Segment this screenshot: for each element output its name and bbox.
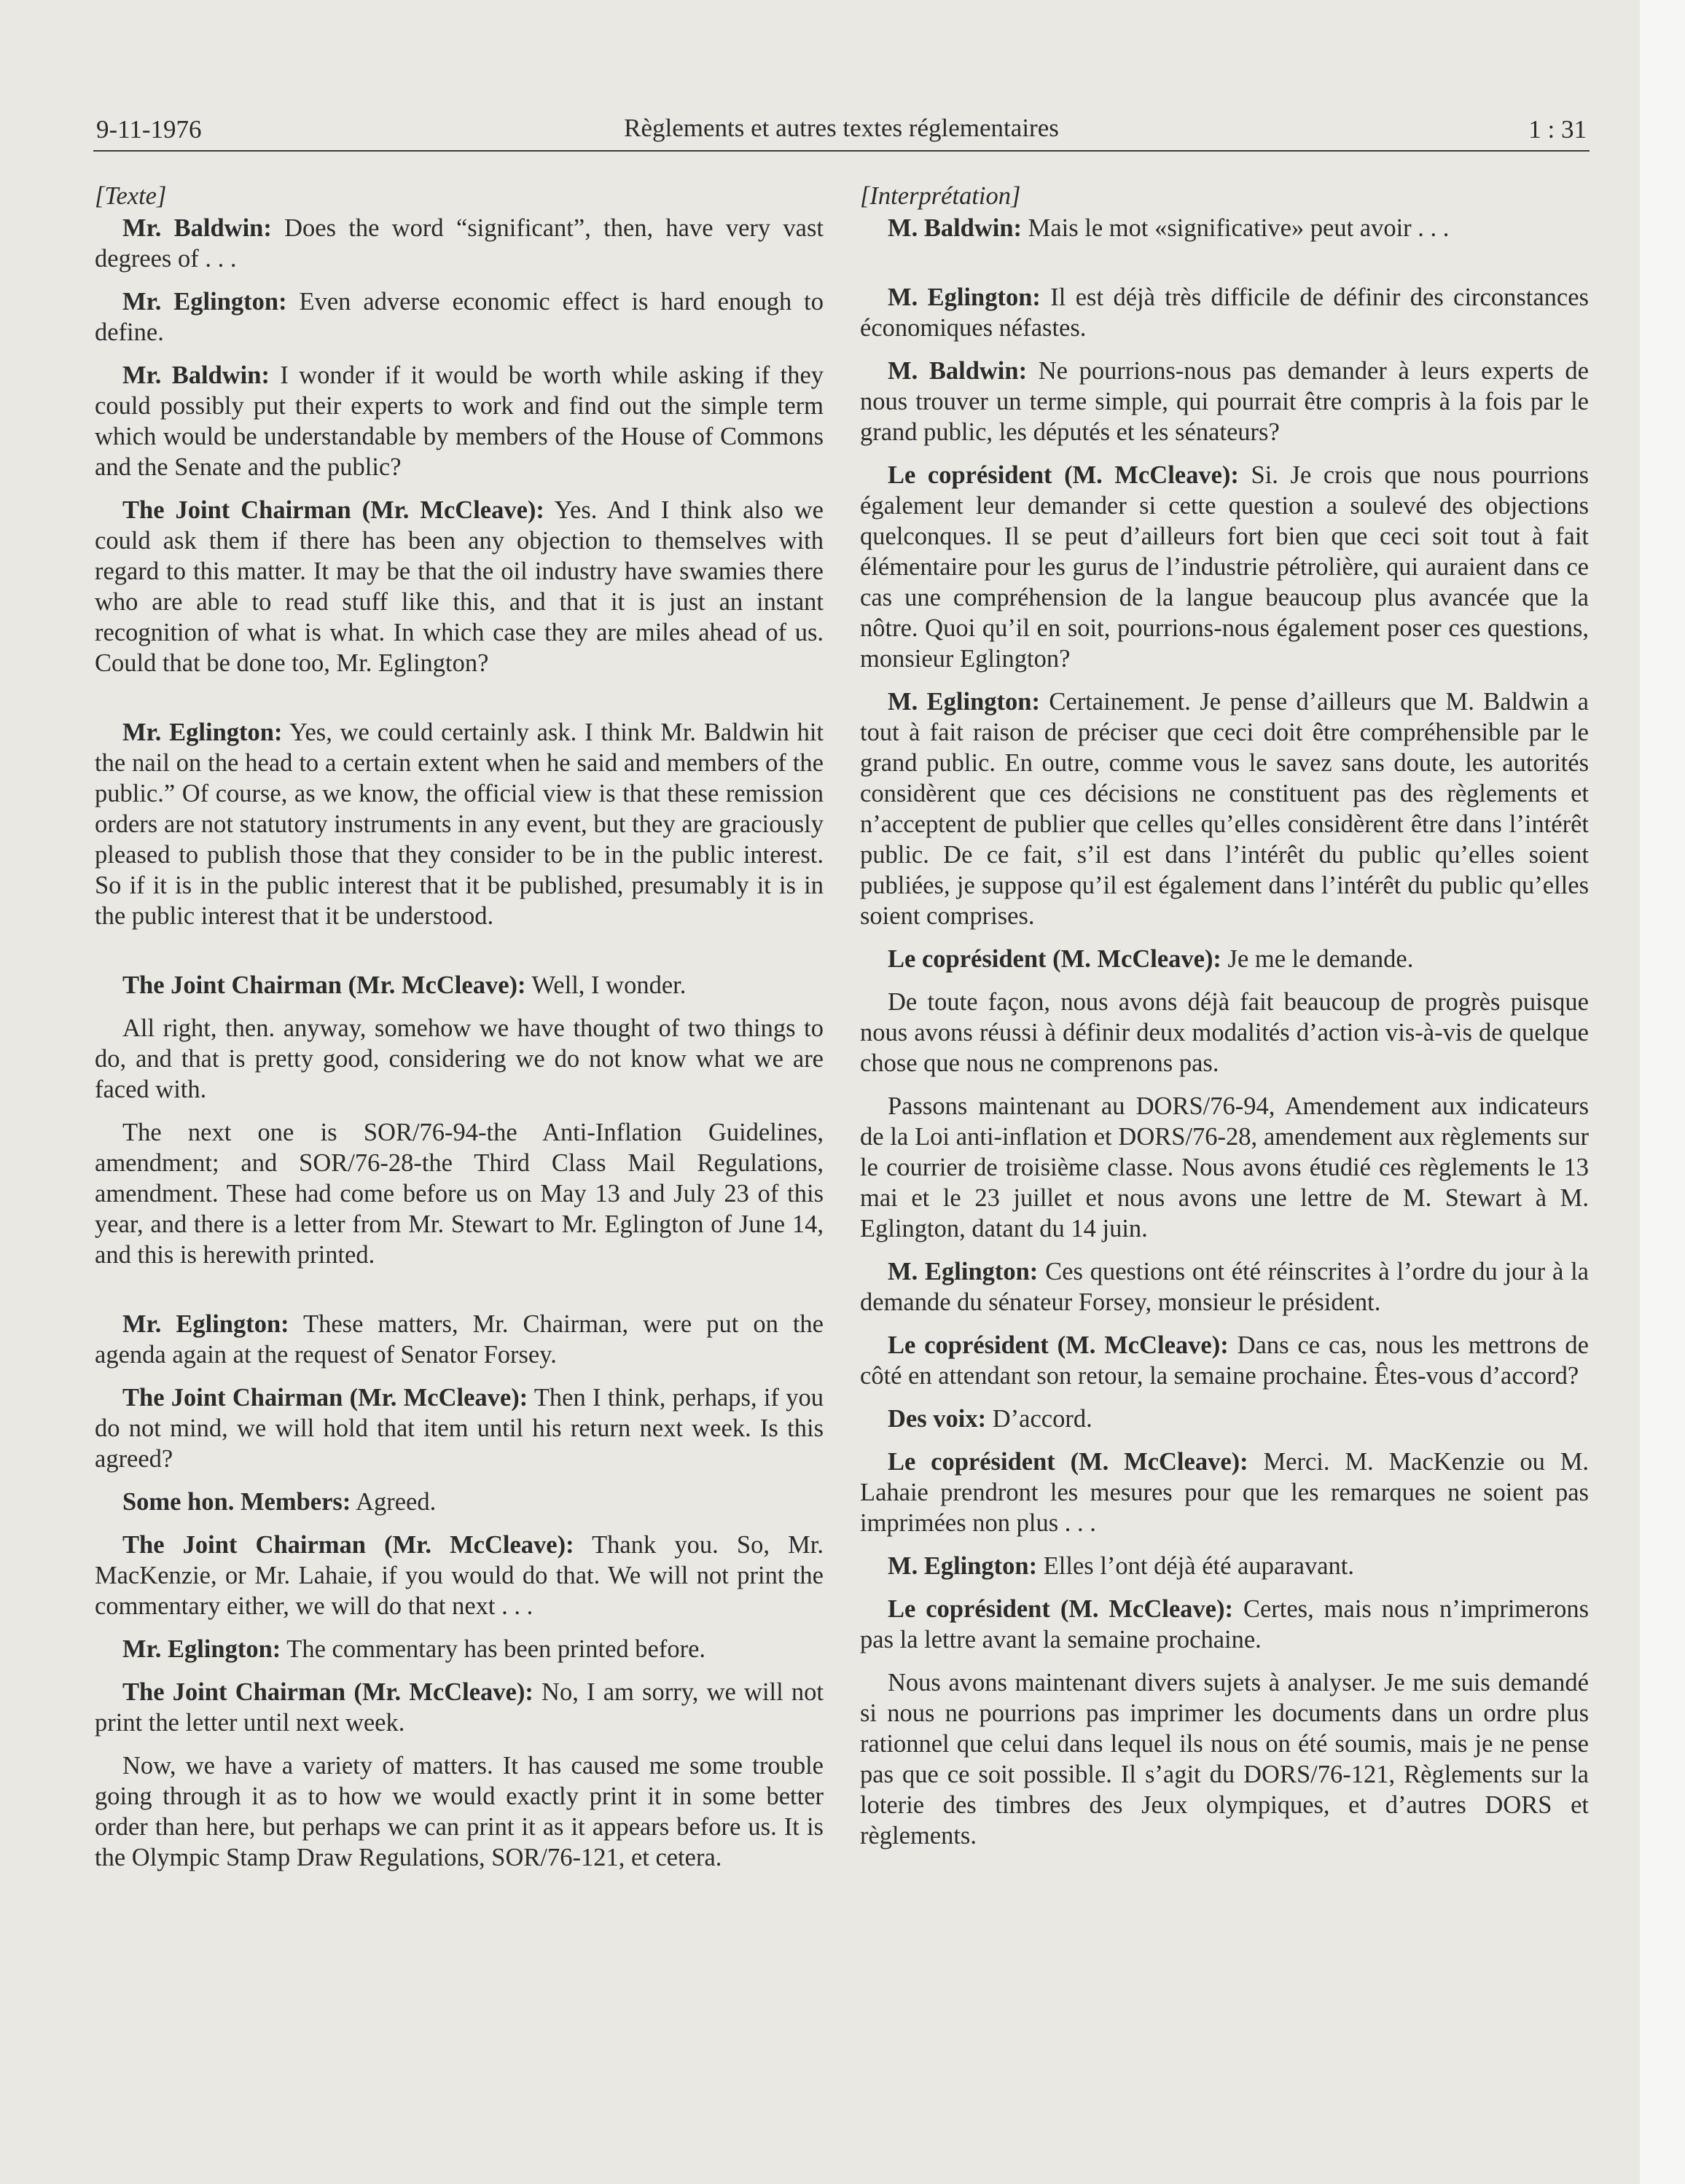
speech-text: I wonder if it would be worth while asking if they could possibly put their experts to work and find out the simple term which would be understandable by members of the House of Commons and the Senate and the public? — [95, 361, 824, 481]
speaker-name: M. Baldwin: — [888, 357, 1028, 385]
speaker-name: Le coprésident (M. McCleave): — [888, 461, 1239, 489]
speaker-name: Le coprésident (M. McCleave): — [888, 1331, 1229, 1359]
speaker-name: Mr. Baldwin: — [122, 361, 270, 389]
paragraph — [95, 360, 824, 482]
speaker-name: Some hon. Members: — [122, 1488, 351, 1516]
speech-text: No, I am sorry, we will not print the letter until next week. — [95, 1678, 824, 1737]
speech-text: Merci. M. MacKenzie ou M. Lahaie prendront les mesures pour que les remarques ne soient pas imprimées non plus . . . — [860, 1448, 1590, 1537]
speech-text: Nous avons maintenant divers sujets à analyser. Je me suis demandé si nous ne pourrions pas imprimer les documents dans un ordre plus rationnel que celui dans lequel ils nous on été soumis, mais je ne pense pas que ce soit possible. Il s’agit du DORS/76-121, Règlements sur la loterie des timbres des Jeux olympiques, et d’autres DORS et règlements. — [860, 1669, 1589, 1850]
paragraph — [95, 1013, 824, 1105]
paragraph — [860, 1091, 1589, 1244]
speaker-name: M. Eglington: — [888, 1258, 1039, 1285]
speech-text: Yes, we could certainly ask. I think Mr. Baldwin hit the nail on the head to a certain extent when he said and members of the public.” Of course, as we know, the official view is that these remission orders are not statutory instruments in any event, but they are graciously pleased to publish those that they consider to be in the public interest. So if it is in the public interest that it be published, presumably it is in the public interest that it be understood. — [95, 719, 824, 930]
paragraph — [95, 286, 824, 348]
paragraph — [95, 970, 824, 1001]
paragraph — [860, 213, 1589, 243]
speaker-name: M. Eglington: — [888, 283, 1041, 311]
speaker-name: Le coprésident (M. McCleave): — [888, 945, 1221, 973]
speaker-name: Mr. Eglington: — [122, 1310, 289, 1338]
paragraph — [860, 356, 1589, 447]
speaker-name: Mr. Eglington: — [122, 719, 283, 746]
speaker-name: The Joint Chairman (Mr. McCleave): — [122, 1531, 574, 1559]
speaker-name: Des voix: — [888, 1405, 987, 1433]
english-column — [95, 181, 824, 1885]
spacer — [95, 944, 824, 970]
speech-text: These matters, Mr. Chairman, were put on the agenda again at the request of Senator Forsey. — [95, 1310, 824, 1369]
speaker-name: M. Eglington: — [888, 688, 1040, 716]
paragraph — [95, 1309, 824, 1370]
speech-text: Even adverse economic effect is hard enough to define. — [95, 288, 824, 346]
header-page-number: 1 : 31 — [1528, 115, 1587, 144]
paragraph — [860, 987, 1589, 1079]
speech-text: Elles l’ont déjà été auparavant. — [1037, 1552, 1354, 1580]
speaker-name: Le coprésident (M. McCleave): — [888, 1448, 1248, 1476]
speaker-name: Mr. Eglington: — [122, 1635, 281, 1663]
speaker-name: Mr. Eglington: — [122, 288, 287, 316]
speech-text: Ces questions ont été réinscrites à l’ordre du jour à la demande du sénateur Forsey, monsieur le président. — [860, 1258, 1589, 1316]
speaker-name: Le coprésident (M. McCleave): — [888, 1595, 1233, 1623]
page-edge — [1640, 0, 1685, 2184]
speaker-name: The Joint Chairman (Mr. McCleave): — [122, 971, 526, 999]
speaker-name: The Joint Chairman (Mr. McCleave): — [122, 1678, 533, 1706]
paragraph — [95, 717, 824, 931]
section-label: [Interprétation] — [860, 182, 1021, 210]
speaker-name: M. Baldwin: — [888, 214, 1023, 242]
paragraph — [860, 1594, 1589, 1655]
speech-text: Certes, mais nous n’imprimerons pas la lettre avant la semaine prochaine. — [860, 1595, 1589, 1653]
speech-text: Ne pourrions-nous pas demander à leurs experts de nous trouver un terme simple, qui pourrait être compris à la fois par le grand public, les députés et les sénateurs? — [860, 357, 1589, 446]
speech-text: D’accord. — [986, 1405, 1092, 1433]
speech-text: Then I think, perhaps, if you do not mind, we will hold that item until his return next week. Is this agreed? — [95, 1384, 824, 1473]
speaker-name: Mr. Baldwin: — [122, 214, 272, 242]
paragraph — [95, 1382, 824, 1474]
speech-text: Passons maintenant au DORS/76-94, Amendement aux indicateurs de la Loi anti-inflation et DORS/76-28, amendement aux règlements sur le courrier de troisième classe. Nous avons étudié ces règlements le 13 mai et le 23 juillet et nous avons une lettre de M. Stewart à M. Eglington, datant du 14 juin. — [860, 1092, 1589, 1242]
paragraph — [860, 1404, 1589, 1434]
speaker-name: M. Eglington: — [888, 1552, 1038, 1580]
paragraph — [95, 1677, 824, 1738]
speech-text: Agreed. — [351, 1488, 437, 1516]
paragraph — [860, 1667, 1589, 1851]
paragraph — [860, 1256, 1589, 1318]
paragraph — [95, 213, 824, 274]
paragraph — [860, 686, 1589, 931]
paragraph — [95, 1530, 824, 1621]
header-date: 9-11-1976 — [96, 115, 202, 144]
french-column — [860, 181, 1589, 1863]
speech-text: Mais le mot «significative» peut avoir . . . — [1022, 214, 1450, 242]
speech-text: All right, then. anyway, somehow we have thought of two things to do, and that is pretty good, considering we do not know what we are faced with. — [95, 1014, 824, 1103]
paragraph — [860, 1551, 1589, 1581]
speech-text: Does the word “significant”, then, have very vast degrees of . . . — [95, 214, 824, 273]
speech-text: Si. Je crois que nous pourrions également leur demander si cette question a soulevé des objections quelconques. Il se peut d’ailleurs fort bien que ceci soit tout à fait élémentaire pour les gurus de l’industrie pétrolière, qui auraient dans ce cas une compréhension de la langue beaucoup plus avancée que la nôtre. Quoi qu’il en soit, pourrions-nous également poser ces questions, monsieur Eglington? — [860, 461, 1589, 673]
page-header — [93, 109, 1590, 152]
paragraph — [860, 1447, 1589, 1538]
speech-text: Now, we have a variety of matters. It has caused me some trouble going through it as to how we would exactly print it in some better order than here, but perhaps we can print it as it appears before us. It is the Olympic Stamp Draw Regulations, SOR/76-121, et cetera. — [95, 1752, 824, 1871]
header-title: Règlements et autres textes réglementaires — [624, 114, 1059, 142]
paragraph — [860, 460, 1589, 674]
paragraph — [860, 944, 1589, 974]
paragraph — [95, 495, 824, 678]
speaker-name: The Joint Chairman (Mr. McCleave): — [122, 1384, 528, 1412]
spacer — [95, 1283, 824, 1309]
paragraph — [95, 1750, 824, 1873]
spacer — [860, 256, 1589, 282]
speech-text: Thank you. So, Mr. MacKenzie, or Mr. Lahaie, if you would do that. We will not print the commentary either, we will do that next . . . — [95, 1531, 824, 1620]
section-label: [Texte] — [95, 182, 167, 210]
speech-text: De toute façon, nous avons déjà fait beaucoup de progrès puisque nous avons réussi à définir deux modalités d’action vis-à-vis de quelque chose que nous ne comprenons pas. — [860, 988, 1589, 1077]
paragraph — [95, 1487, 824, 1517]
speech-text: The commentary has been printed before. — [281, 1635, 706, 1663]
speech-text: Certainement. Je pense d’ailleurs que M. Baldwin a tout à fait raison de préciser que ceci doit être compréhensible par le grand public. En outre, comme vous le savez sans doute, les autorités considèrent que ces décisions ne constituent pas des règlements et n’acceptent de publier que celles qu’elles considèrent être dans l’intérêt public. De ce fait, s’il est dans l’intérêt du public qu’elles soient publiées, je suppose qu’il est également dans l’intérêt du public qu’elles soient comprises. — [860, 688, 1589, 930]
speech-text: Il est déjà très difficile de définir des circonstances économiques néfastes. — [860, 283, 1589, 342]
speech-text: Well, I wonder. — [525, 971, 687, 999]
spacer — [95, 691, 824, 717]
speech-text: The next one is SOR/76-94-the Anti-Inflation Guidelines, amendment; and SOR/76-28-the Third Class Mail Regulations, amendment. These had come before us on May 13 and July 23 of this year, and there is a letter from Mr. Stewart to Mr. Eglington of June 14, and this is herewith printed. — [95, 1119, 824, 1269]
paragraph — [95, 1117, 824, 1270]
paragraph — [95, 1634, 824, 1664]
speech-text: Yes. And I think also we could ask them if there has been any objection to themselves with regard to this matter. It may be that the oil industry have swamies there who are able to read stuff like this, and that it is just an instant recognition of what is what. In which case they are miles ahead of us. Could that be done too, Mr. Eglington? — [95, 496, 824, 677]
paragraph — [860, 1330, 1589, 1391]
paragraph — [860, 282, 1589, 343]
speech-text: Dans ce cas, nous les mettrons de côté en attendant son retour, la semaine prochaine. Êtes-vous d’accord? — [860, 1331, 1589, 1390]
speech-text: Je me le demande. — [1221, 945, 1414, 973]
speaker-name: The Joint Chairman (Mr. McCleave): — [122, 496, 544, 524]
